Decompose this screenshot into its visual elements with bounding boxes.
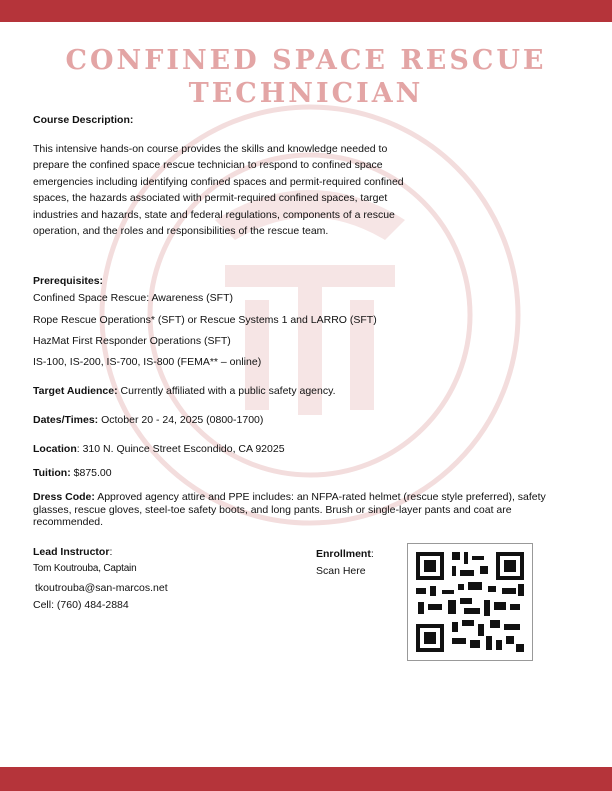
top-banner xyxy=(0,0,612,22)
lead-instructor-colon: : xyxy=(109,546,113,558)
dates-label: Dates/Times: xyxy=(33,414,99,426)
prerequisite-item-3: HazMat First Responder Operations (SFT) xyxy=(33,335,231,347)
enrollment-colon: : xyxy=(370,548,374,560)
tuition-label: Tuition: xyxy=(33,467,71,479)
course-description-text: This intensive hands-on course provides the skills and knowledge needed to prepare the confined space rescue technician to respond to confined space emergencies including identifying confined spaces and permit-required confined spaces, the hazards associated with permit-required confined spaces, target industries and hazards, state and federal regulations, components of a rescue operation, and the roles and responsibilities of the rescue team. xyxy=(33,143,404,238)
tuition-value: $875.00 xyxy=(73,467,112,479)
dates-times xyxy=(33,412,263,428)
enrollment-hint: Scan Here xyxy=(316,565,366,577)
dress-code-value: Approved agency attire and PPE includes: an NFPA-rated helmet (rescue style preferred), safety glasses, rescue gloves, steel-toe safety boots, and long pants. Brush or single-layer pants and coat are recommended. xyxy=(33,491,546,528)
target-audience-label: Target Audience: xyxy=(33,385,118,397)
dates-value: October 20 - 24, 2025 (0800-1700) xyxy=(101,414,264,426)
tuition xyxy=(33,465,112,481)
prerequisite-item-1: Confined Space Rescue: Awareness (SFT) xyxy=(33,292,233,304)
qr-code-icon xyxy=(408,544,532,660)
title-line-1: CONFINED SPACE RESCUE xyxy=(65,45,547,76)
dress-code xyxy=(33,491,568,529)
instructor-email[interactable]: tkoutrouba@san-marcos.net xyxy=(35,582,168,594)
prerequisites-label: Prerequisites: xyxy=(33,275,104,287)
dress-code-label: Dress Code: xyxy=(33,491,95,503)
instructor-cell: Cell: (760) 484-2884 xyxy=(33,599,129,611)
prerequisite-item-4: IS-100, IS-200, IS-700, IS-800 (FEMA** – online) xyxy=(33,356,262,368)
prerequisite-item-2: Rope Rescue Operations* (SFT) or Rescue Systems 1 and LARRO (SFT) xyxy=(33,314,377,326)
page-title xyxy=(0,44,612,110)
target-audience-value: Currently affiliated with a public safety agency. xyxy=(120,385,336,397)
enrollment-heading xyxy=(316,546,374,562)
location-value: : 310 N. Quince Street Escondido, CA 92025 xyxy=(76,443,285,455)
lead-instructor-heading xyxy=(33,544,112,560)
bottom-banner xyxy=(0,767,612,791)
title-line-2: TECHNICIAN xyxy=(188,78,424,109)
enrollment-qr-code[interactable] xyxy=(407,543,533,661)
location xyxy=(33,441,285,457)
location-label: Location xyxy=(33,443,77,455)
enrollment-label: Enrollment xyxy=(316,548,371,560)
instructor-name: Tom Koutrouba, Captain xyxy=(33,563,137,574)
target-audience xyxy=(33,383,336,399)
course-description-label: Course Description: xyxy=(33,114,134,126)
lead-instructor-label: Lead Instructor xyxy=(33,546,110,558)
